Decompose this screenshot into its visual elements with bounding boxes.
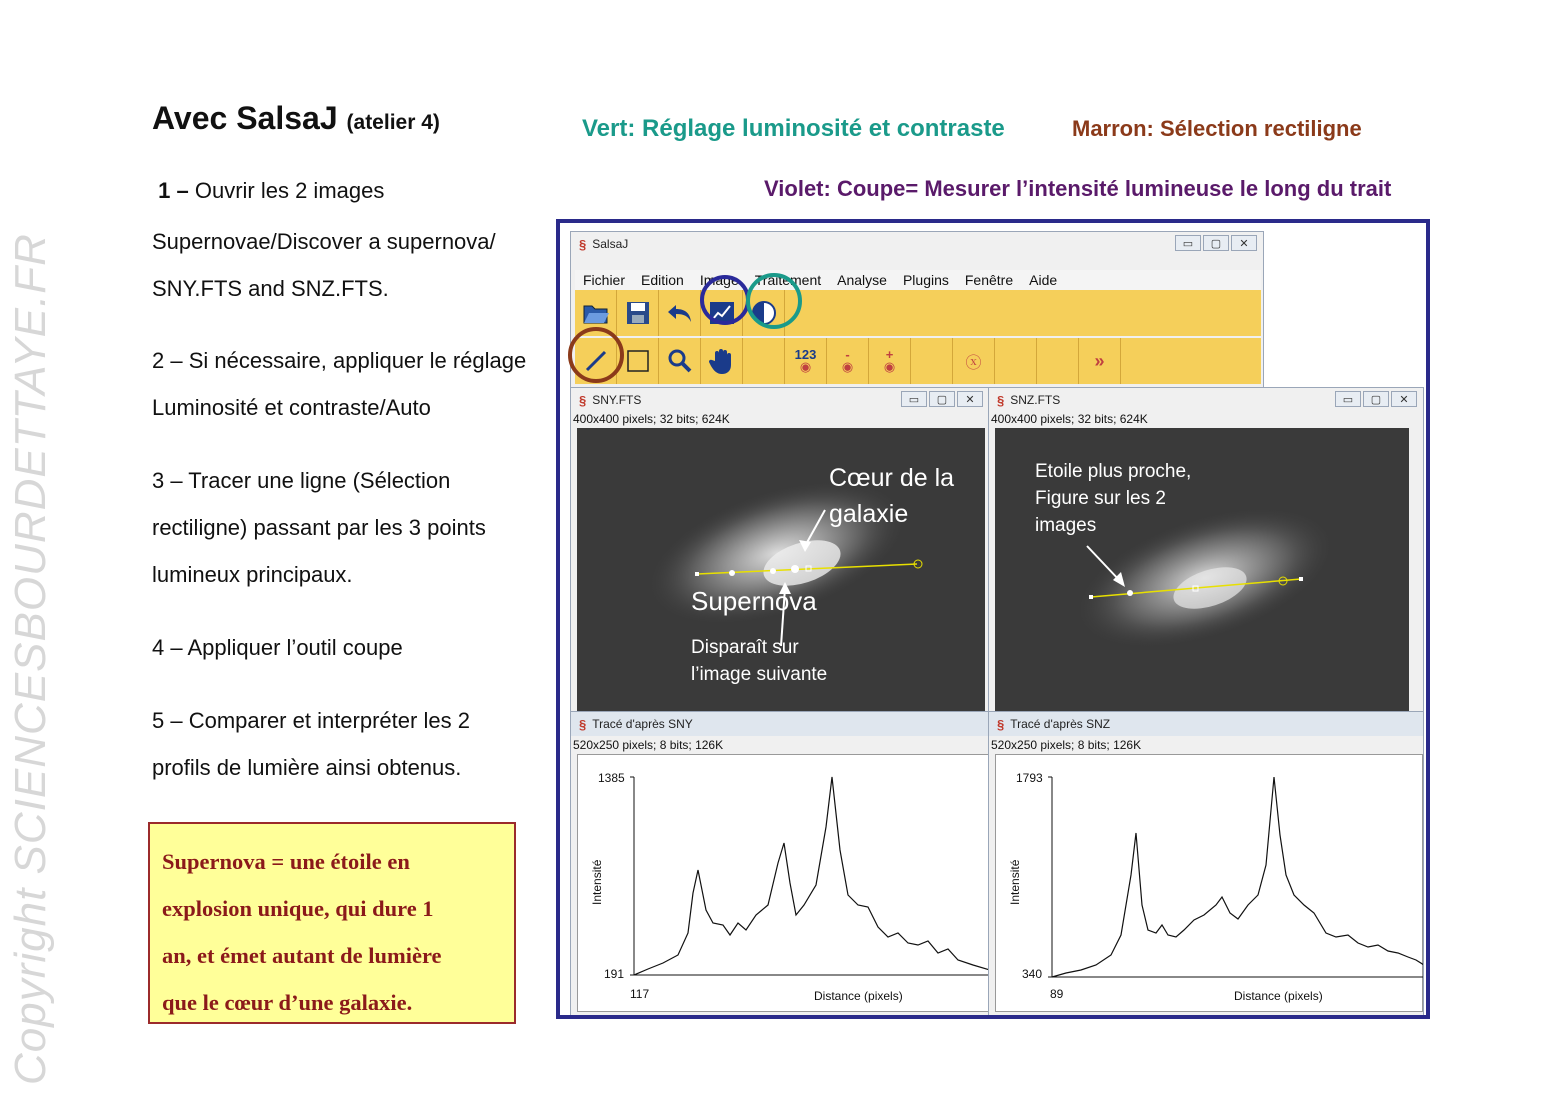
sny-galaxy-image[interactable] <box>577 428 985 716</box>
star-annotation-line-1: Etoile plus proche, <box>1035 461 1192 482</box>
menu-edition[interactable]: Edition <box>641 272 684 288</box>
plot-snz-ylabel: Intensité <box>1008 859 1022 905</box>
step-3-line-3: lumineux principaux. <box>152 562 353 587</box>
minimize-button[interactable]: ▭ <box>1335 391 1361 407</box>
plot-snz-xlabel: Distance (pixels) <box>1234 989 1323 1003</box>
plus-label: + <box>885 347 894 362</box>
maximize-button[interactable]: ▢ <box>929 391 955 407</box>
plot-sny-graph <box>578 755 990 1013</box>
star-annotation-line-2: Figure sur les 2 <box>1035 488 1166 509</box>
menu-bar <box>575 270 1261 290</box>
disappears-line-2: l’image suivante <box>691 664 828 685</box>
disappears-annotation <box>691 634 827 688</box>
rect-selection-icon <box>625 348 651 374</box>
supernova-definition-box <box>148 822 516 1024</box>
brown-ring-marker <box>568 327 624 383</box>
main-window-titlebar <box>571 232 1263 256</box>
definition-line-3: an, et émet autant de lumière <box>162 943 442 968</box>
sny-info: 400x400 pixels; 32 bits; 624K <box>573 412 730 426</box>
copyright-watermark: Copyright SCIENCESBOURDETTAYE.FR <box>6 233 55 1085</box>
minus-button[interactable] <box>827 338 869 384</box>
step-1-number: 1 – <box>158 178 189 203</box>
plot-snz-title: Tracé d'après SNZ <box>1010 717 1111 731</box>
snz-galaxy-image[interactable] <box>995 428 1409 716</box>
plot-sny-ymin: 191 <box>604 967 625 981</box>
salsaj-main-window <box>570 231 1264 391</box>
count-label: 123 <box>794 347 817 362</box>
more-tools-button[interactable] <box>1079 338 1121 384</box>
supernova-annotation: Supernova <box>691 586 817 616</box>
step-1-line-1: Ouvrir les 2 images <box>194 178 385 203</box>
plot-snz-ymin: 340 <box>1022 967 1043 981</box>
save-button[interactable] <box>617 290 659 336</box>
maximize-button[interactable]: ▢ <box>1363 391 1389 407</box>
sny-image-window <box>570 387 990 717</box>
menu-plugins[interactable]: Plugins <box>902 272 949 288</box>
snz-window-controls <box>1335 391 1417 407</box>
plot-sny-title: Tracé d'après SNY <box>592 717 693 731</box>
plot-sny-ymax: 1385 <box>598 771 625 785</box>
count-button[interactable] <box>785 338 827 384</box>
toolbar-blank-2[interactable] <box>911 338 953 384</box>
step-2-line-1: 2 – Si nécessaire, appliquer le réglage <box>152 348 527 373</box>
step-5 <box>152 697 470 791</box>
salsaj-logo-icon: § <box>579 716 587 732</box>
definition-line-4: que le cœur d’une galaxie. <box>162 990 413 1015</box>
page-title <box>152 100 440 137</box>
hand-icon <box>709 347 735 375</box>
menu-fichier[interactable]: Fichier <box>583 272 626 288</box>
core-annotation <box>829 460 954 532</box>
sny-window-controls <box>901 391 983 407</box>
snz-titlebar <box>989 388 1423 412</box>
plot-sny-ylabel: Intensité <box>590 859 604 905</box>
menu-aide[interactable]: Aide <box>1029 272 1058 288</box>
clear-button[interactable] <box>953 338 995 384</box>
plot-sny-window <box>570 711 990 1019</box>
close-button[interactable]: ✕ <box>1231 235 1257 251</box>
legend-green: Vert: Réglage luminosité et contraste <box>582 115 1005 142</box>
plot-sny-xlabel: Distance (pixels) <box>814 989 903 1003</box>
snz-image-window <box>988 387 1424 717</box>
plot-snz-titlebar <box>989 712 1423 736</box>
disappears-line-1: Disparaît sur <box>691 637 799 658</box>
sny-titlebar <box>571 388 989 412</box>
violet-ring-marker <box>700 275 750 325</box>
star-annotation-line-3: images <box>1035 515 1097 536</box>
plus-button[interactable] <box>869 338 911 384</box>
close-button[interactable]: ✕ <box>1391 391 1417 407</box>
toolbar-blank-3[interactable] <box>995 338 1037 384</box>
legend-brown: Marron: Sélection rectiligne <box>1072 116 1362 141</box>
step-5-line-2: profils de lumière ainsi obtenus. <box>152 755 462 780</box>
green-ring-marker <box>746 273 802 329</box>
main-window-controls <box>1175 235 1257 251</box>
open-icon <box>581 300 611 326</box>
zoom-icon <box>667 348 693 374</box>
main-window-title: SalsaJ <box>592 237 629 251</box>
menu-image[interactable]: Image <box>699 272 739 288</box>
step-3-line-1: 3 – Tracer une ligne (Sélection <box>152 468 451 493</box>
undo-button[interactable] <box>659 290 701 336</box>
plot-snz-graph <box>996 755 1424 1013</box>
plot-snz-info: 520x250 pixels; 8 bits; 126K <box>991 738 1142 752</box>
step-1-line-3: SNY.FTS and SNZ.FTS. <box>152 276 389 301</box>
menu-fenetre[interactable]: Fenêtre <box>964 272 1014 288</box>
minus-label: - <box>845 347 850 362</box>
plus-icon: + ◉ <box>883 347 896 374</box>
plot-sny-info: 520x250 pixels; 8 bits; 126K <box>573 738 724 752</box>
snz-title: SNZ.FTS <box>1010 393 1061 407</box>
undo-icon <box>666 301 694 325</box>
step-3-line-2: rectiligne) passant par les 3 points <box>152 515 486 540</box>
step-5-line-1: 5 – Comparer et interpréter les 2 <box>152 708 470 733</box>
definition-line-1: Supernova = une étoile en <box>162 849 410 874</box>
step-2-line-2: Luminosité et contraste/Auto <box>152 395 431 420</box>
legend-violet: Violet: Coupe= Mesurer l’intensité lumineuse le long du trait <box>764 176 1392 201</box>
close-button[interactable]: ✕ <box>957 391 983 407</box>
close-circle-icon: ⓧ <box>965 354 982 372</box>
step-1 <box>152 167 496 312</box>
core-annotation-line-2: galaxie <box>829 500 909 528</box>
salsaj-logo-icon: § <box>997 392 1005 408</box>
salsaj-logo-icon: § <box>579 236 587 252</box>
core-annotation-line-1: Cœur de la <box>829 464 955 492</box>
salsaj-logo-icon: § <box>997 716 1005 732</box>
maximize-button[interactable]: ▢ <box>1203 235 1229 251</box>
more-icon: » <box>1094 350 1105 371</box>
step-4-line-1: 4 – Appliquer l’outil coupe <box>152 635 403 660</box>
plot-snz-area[interactable] <box>995 754 1423 1012</box>
step-3 <box>152 457 486 598</box>
minimize-button[interactable]: ▭ <box>901 391 927 407</box>
minus-icon: - ◉ <box>841 347 854 374</box>
snz-info: 400x400 pixels; 32 bits; 624K <box>991 412 1148 426</box>
save-icon <box>625 300 651 326</box>
menu-analyse[interactable]: Analyse <box>837 272 887 288</box>
plot-sny-xmin: 117 <box>630 987 650 1001</box>
toolbar-blank-1[interactable] <box>743 338 785 384</box>
count-icon: 123 ◉ <box>794 347 817 374</box>
plot-snz-ymax: 1793 <box>1016 771 1043 785</box>
menu-traitement[interactable]: Traitement <box>754 272 822 288</box>
toolbar-blank-4[interactable] <box>1037 338 1079 384</box>
step-1-line-2: Supernovae/Discover a supernova/ <box>152 229 496 254</box>
step-2 <box>152 337 526 431</box>
zoom-button[interactable] <box>659 338 701 384</box>
title-subtitle: (atelier 4) <box>346 111 440 134</box>
plot-sny-area[interactable] <box>577 754 989 1012</box>
plot-snz-xmin: 89 <box>1050 987 1064 1001</box>
minimize-button[interactable]: ▭ <box>1175 235 1201 251</box>
hand-button[interactable] <box>701 338 743 384</box>
screenshot-frame <box>556 219 1430 1019</box>
step-4 <box>152 624 403 671</box>
toolbar-row-1 <box>575 290 1261 336</box>
toolbar-row-2 <box>575 338 1261 384</box>
definition-line-2: explosion unique, qui dure 1 <box>162 896 434 921</box>
star-annotation <box>1035 458 1191 539</box>
salsaj-logo-icon: § <box>579 392 587 408</box>
plot-snz-window <box>988 711 1424 1019</box>
title-main: Avec SalsaJ <box>152 100 338 136</box>
sny-title: SNY.FTS <box>592 393 642 407</box>
plot-sny-titlebar <box>571 712 989 736</box>
